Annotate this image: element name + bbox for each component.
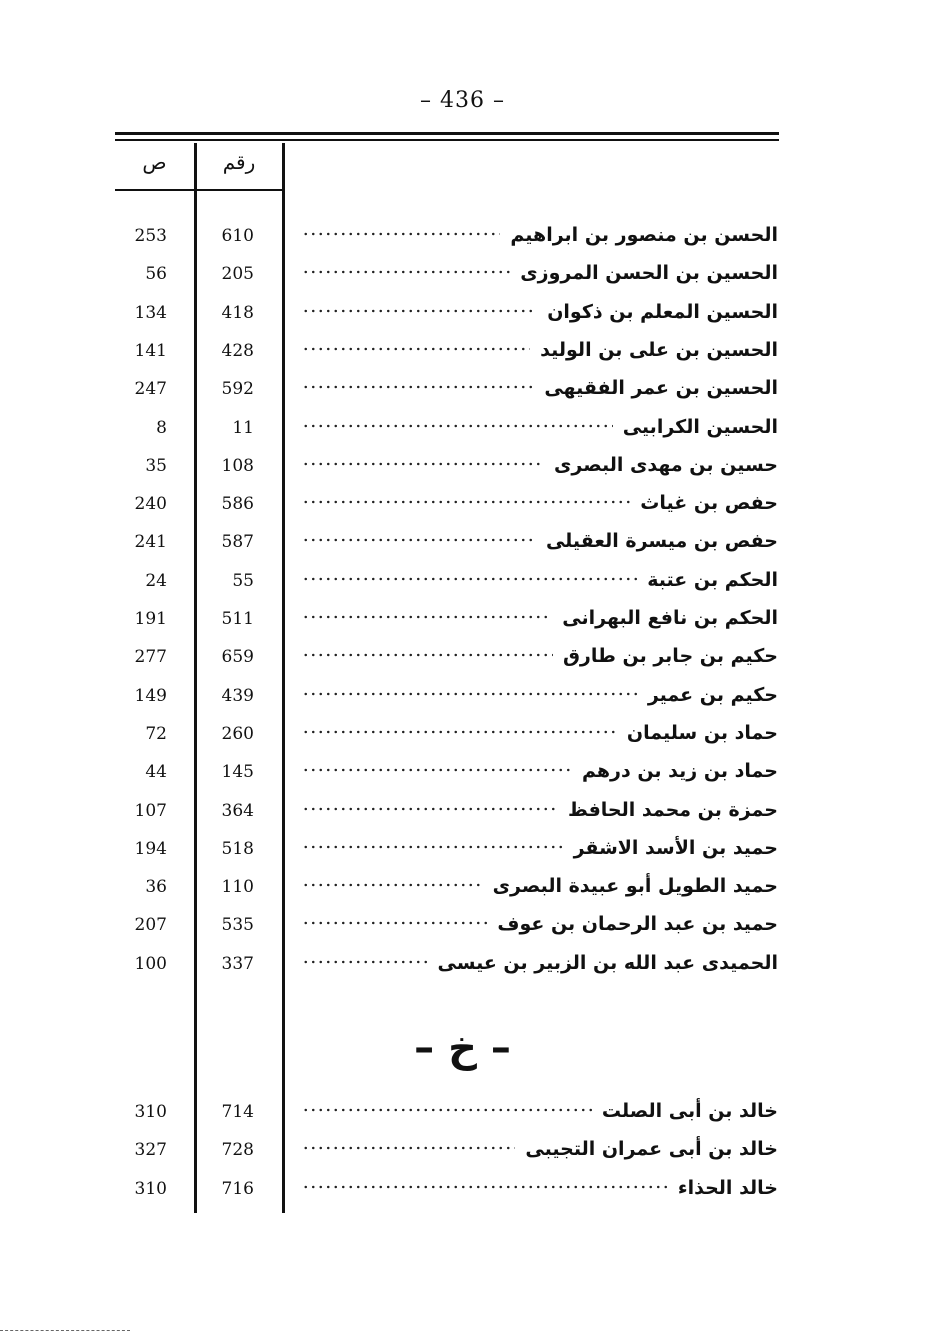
entry-name: خالد بن أبى الصلت (601, 1100, 778, 1122)
entry-raqm: 337 (221, 953, 254, 974)
entry-name: حمزة بن محمد الحافظ (568, 798, 778, 821)
entry-raqm: 728 (221, 1140, 254, 1161)
index-entry (0, 224, 925, 262)
entry-sahifa: 134 (134, 302, 167, 323)
leader-dots (302, 653, 553, 657)
section-heading-kha: – خ – (414, 1025, 511, 1071)
index-entry (0, 684, 925, 722)
entry-sahifa: 194 (134, 838, 167, 859)
entry-sahifa: 277 (134, 647, 167, 668)
page-number: – 436 – (420, 88, 505, 113)
entry-raqm: 586 (221, 494, 254, 515)
entry-name: الحسين بن الحسن المروزى (520, 262, 778, 285)
entry-raqm: 610 (221, 226, 254, 246)
entry-sahifa: 24 (145, 570, 167, 591)
entry-sahifa: 149 (134, 685, 167, 706)
entry-sahifa: 207 (134, 915, 167, 936)
leader-dots (302, 500, 630, 504)
leader-dots (302, 577, 637, 581)
index-entry (0, 569, 925, 607)
leader-dots (302, 845, 564, 849)
index-entry (0, 377, 925, 415)
leader-dots (302, 538, 536, 542)
entry-name: الحميدى عبد الله بن الزبير بن عيسى (437, 951, 778, 974)
entry-sahifa: 310 (134, 1102, 167, 1122)
leader-dots (302, 347, 530, 351)
leader-dots (302, 883, 483, 887)
leader-dots (302, 462, 544, 466)
header-rule-top (115, 132, 779, 135)
entry-raqm: 55 (232, 570, 254, 591)
leader-dots (302, 424, 613, 428)
index-entry (0, 262, 925, 300)
entry-sahifa: 8 (156, 417, 167, 438)
entry-name: الحكم بن عتبة (647, 568, 778, 591)
entry-sahifa: 253 (134, 226, 167, 246)
entry-raqm: 11 (232, 417, 254, 438)
index-entry (0, 952, 925, 990)
entry-name: الحسين المعلم بن ذكوان (547, 300, 778, 323)
index-entry (0, 607, 925, 645)
entry-sahifa: 191 (134, 609, 167, 629)
entry-raqm: 110 (221, 877, 254, 898)
entry-sahifa: 100 (134, 953, 167, 974)
entry-sahifa: 327 (134, 1140, 167, 1161)
leader-dots (302, 921, 487, 925)
leader-dots (302, 692, 638, 696)
entry-raqm: 511 (221, 609, 254, 629)
entry-raqm: 714 (221, 1102, 254, 1122)
entry-raqm: 108 (221, 455, 254, 476)
entry-name: حفص بن غياث (640, 492, 778, 515)
leader-dots (302, 1185, 668, 1189)
entry-sahifa: 240 (134, 494, 167, 515)
scan-edge-mark (0, 1330, 130, 1331)
entry-raqm: 428 (221, 340, 254, 361)
entry-raqm: 364 (221, 800, 254, 821)
entry-sahifa: 36 (145, 877, 167, 898)
entry-sahifa: 107 (134, 800, 167, 821)
entry-raqm: 439 (221, 685, 254, 706)
entry-sahifa: 241 (134, 532, 167, 553)
entry-sahifa: 44 (145, 762, 167, 783)
entry-sahifa: 56 (145, 264, 167, 285)
leader-dots (302, 807, 558, 811)
index-entry (0, 1138, 925, 1176)
entry-raqm: 418 (221, 302, 254, 323)
index-entry (0, 799, 925, 837)
leader-dots (302, 232, 500, 236)
entry-name: حميد بن عبد الرحمان بن عوف (497, 913, 778, 936)
entry-sahifa: 35 (145, 455, 167, 476)
leader-dots (302, 1146, 515, 1150)
index-entry (0, 339, 925, 377)
header-underline-raqm (196, 189, 282, 191)
index-entry (0, 760, 925, 798)
leader-dots (302, 309, 537, 313)
entry-raqm: 592 (221, 379, 254, 400)
entry-sahifa: 247 (134, 379, 167, 400)
index-entry (0, 837, 925, 875)
entry-name: خالد بن أبى عمران التجيبى (525, 1138, 778, 1161)
entry-name: حميد بن الأسد الاشقر (573, 836, 778, 859)
entry-name: حسين بن مهدى البصرى (553, 453, 778, 476)
entry-raqm: 659 (221, 647, 254, 668)
entry-raqm: 587 (221, 532, 254, 553)
entry-raqm: 260 (221, 723, 254, 744)
entry-name: الحسين الكرابيى (622, 415, 778, 438)
index-entry (0, 875, 925, 913)
entry-name: خالد الحذاء (677, 1176, 778, 1199)
index-entry (0, 913, 925, 951)
index-entry (0, 530, 925, 568)
entry-raqm: 518 (221, 838, 254, 859)
entry-name: حكيم بن جابر بن طارق (562, 645, 778, 668)
entry-sahifa: 310 (134, 1178, 167, 1199)
leader-dots (302, 270, 510, 274)
header-sahifa: ص (142, 150, 167, 174)
leader-dots (302, 1108, 592, 1112)
header-raqm: رقم (222, 150, 256, 174)
index-entry (0, 645, 925, 683)
entry-sahifa: 141 (134, 340, 167, 361)
entry-raqm: 535 (221, 915, 254, 936)
index-entry (0, 492, 925, 530)
index-entry (0, 416, 925, 454)
entry-sahifa: 72 (145, 723, 167, 744)
leader-dots (302, 960, 428, 964)
entry-name: حفص بن ميسرة العقيلى (545, 530, 778, 553)
entry-name: الحسين بن عمر الفقيهى (544, 377, 778, 400)
entry-name: الحسن بن منصور بن ابراهيم (510, 224, 778, 246)
index-entry (0, 301, 925, 339)
entry-name: حماد بن زيد بن درهم (581, 760, 778, 783)
entry-name: حكيم بن عمير (647, 683, 778, 706)
leader-dots (302, 768, 572, 772)
leader-dots (302, 615, 552, 619)
entry-name: حماد بن سليمان (626, 721, 778, 744)
index-entry (0, 454, 925, 492)
entry-raqm: 205 (221, 264, 254, 285)
header-rule-bottom (115, 139, 779, 141)
header-underline-sahifa (115, 189, 194, 191)
leader-dots (302, 385, 534, 389)
index-entry (0, 1177, 925, 1215)
leader-dots (302, 730, 617, 734)
entry-raqm: 145 (221, 762, 254, 783)
index-entry (0, 1100, 925, 1138)
entry-name: حميد الطويل أبو عبيدة البصرى (492, 875, 778, 898)
index-entry (0, 722, 925, 760)
entry-name: الحسين بن على بن الوليد (540, 338, 778, 361)
entry-name: الحكم بن نافع البهرانى (562, 607, 778, 629)
entry-raqm: 716 (221, 1178, 254, 1199)
